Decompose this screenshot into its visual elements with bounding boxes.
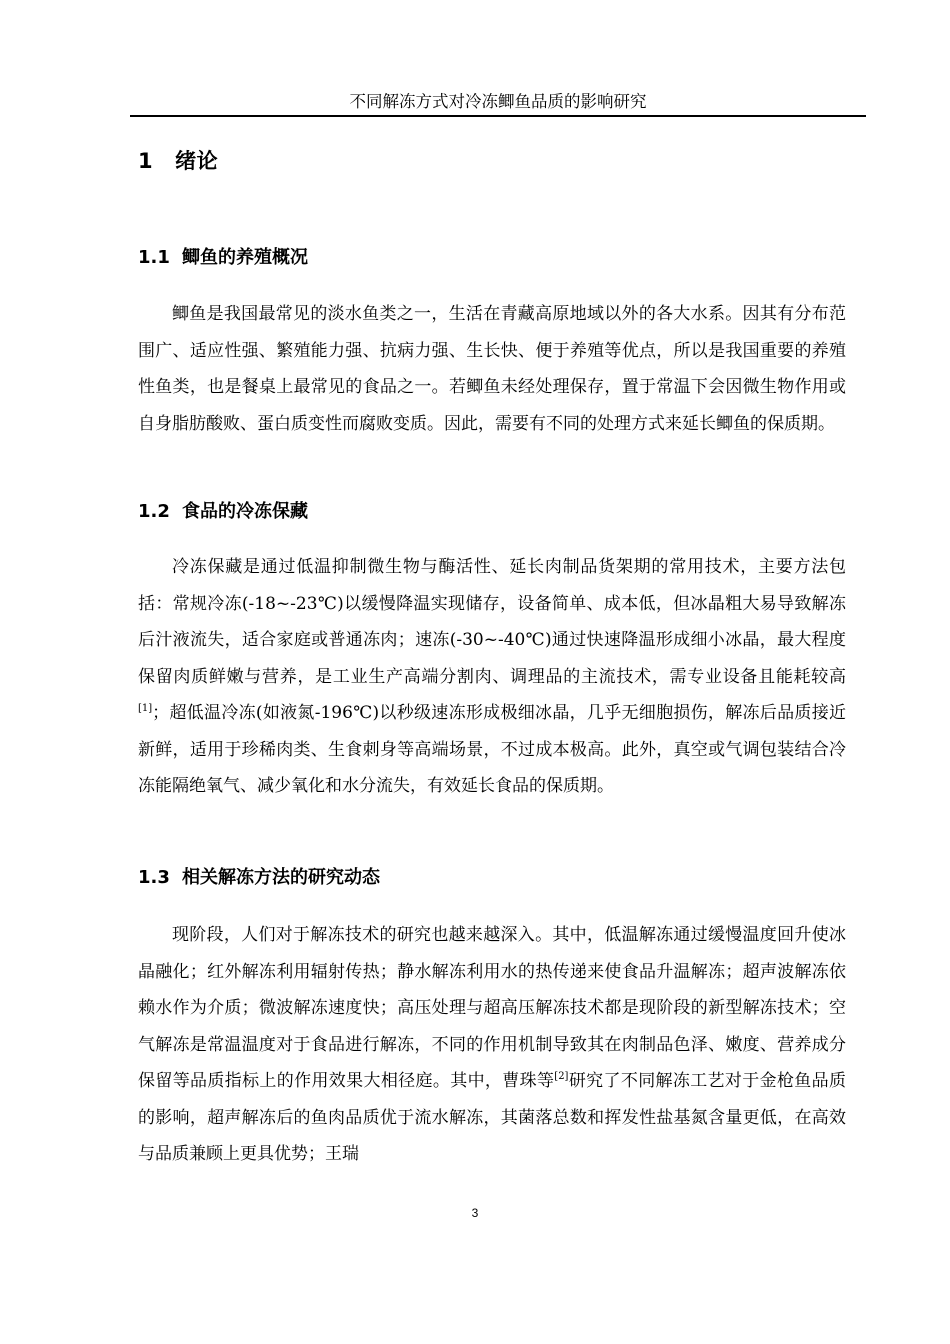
section-heading — [138, 245, 308, 271]
paragraph-text: 现阶段，人们对于解冻技术的研究也越来越深入。其中，低温解冻通过缓慢温度回升使冰晶融化；红外解冻利用辐射传热；静水解冻利用水的热传递来使食品升温解冻；超声波解冻依赖水作为介质；微波解冻速度快；高压处理与超高压解冻技术都是现阶段的新型解冻技术；空气解冻是常温温度对于食品进行解冻，不同的作用机制导致其在肉制品色泽、嫩度、营养成分保留等品质指标上的作用效果大相径庭。其中，曹珠等 — [138, 925, 846, 1091]
body-paragraph — [138, 917, 846, 1173]
citation-ref: [2] — [554, 1071, 569, 1082]
paragraph-text: 冷冻保藏是通过低温抑制微生物与酶活性、延长肉制品货架期的常用技术，主要方法包括：常规冷冻(-18~-23℃)以缓慢降温实现储存，设备简单、成本低，但冰晶粗大易导致解冻后汁液流失，适合家庭或普通冻肉；速冻(-30~-40℃)通过快速降温形成细小冰晶，最大程度保留肉质鲜嫩与营养，是工业生产高端分割肉、调理品的主流技术，需专业设备且能耗较高 — [138, 557, 846, 687]
section-number: 1.2 — [138, 501, 170, 522]
body-paragraph: 鲫鱼是我国最常见的淡水鱼类之一，生活在青藏高原地域以外的各大水系。因其有分布范围广、适应性强、繁殖能力强、抗病力强、生长快、便于养殖等优点，所以是我国重要的养殖性鱼类，也是餐桌上最常见的食品之一。若鲫鱼未经处理保存，置于常温下会因微生物作用或自身脂肪酸败、蛋白质变性而腐败变质。因此，需要有不同的处理方式来延长鲫鱼的保质期。 — [138, 304, 846, 434]
page-number: 3 — [471, 1206, 479, 1220]
header-rule — [130, 115, 866, 117]
section-number: 1.1 — [138, 247, 170, 268]
section-heading — [138, 865, 380, 891]
section-title: 相关解冻方法的研究动态 — [182, 867, 380, 888]
citation-ref: [1] — [138, 703, 153, 714]
section-title: 食品的冷冻保藏 — [182, 501, 308, 522]
running-header: 不同解冻方式对冷冻鲫鱼品质的影响研究 — [349, 92, 647, 111]
section-heading — [138, 499, 308, 525]
paragraph-text: ；超低温冷冻(如液氮-196℃)以秒级速冻形成极细冰晶，几乎无细胞损伤，解冻后品质接近新鲜，适用于珍稀肉类、生食刺身等高端场景，不过成本极高。此外，真空或气调包装结合冷冻能隔绝氧气、减少氧化和水分流失，有效延长食品的保质期。 — [138, 703, 846, 796]
paragraph-text: 研究了不同解冻工艺对于金枪鱼品质的影响，超声解冻后的鱼肉品质优于流水解冻，其菌落总数和挥发性盐基氮含量更低，在高效与品质兼顾上更具优势；王瑞 — [138, 1071, 846, 1164]
chapter-title — [138, 146, 218, 176]
section-number: 1.3 — [138, 867, 170, 888]
body-paragraph — [138, 549, 846, 805]
chapter-title-text: 绪论 — [175, 149, 219, 173]
section-title: 鲫鱼的养殖概况 — [182, 247, 308, 268]
chapter-number: 1 — [138, 149, 154, 173]
